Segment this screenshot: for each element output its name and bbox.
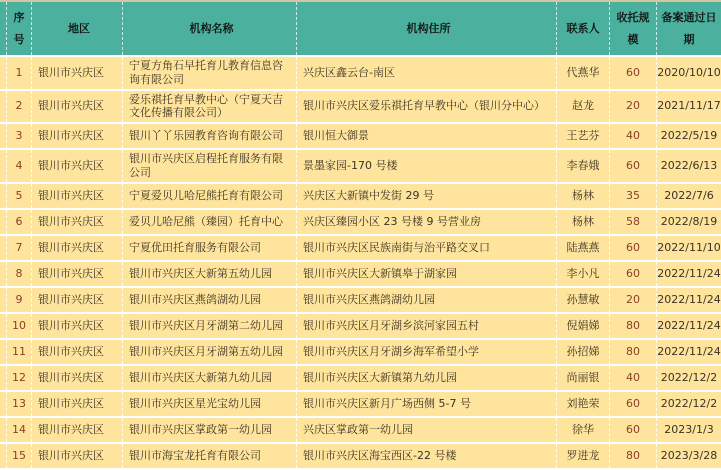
cell-name: 宁夏优田托育服务有限公司	[123, 236, 297, 260]
row-crop-cell	[0, 57, 7, 89]
cell-address: 银川市兴庆区爱乐祺托育早教中心（银川分中心）	[297, 91, 557, 123]
cell-capacity: 80	[610, 340, 657, 364]
table-row	[0, 392, 721, 418]
row-crop-cell	[0, 124, 7, 148]
cell-date: 2022/7/6	[664, 188, 714, 202]
cell-date: 2022/11/10	[657, 240, 721, 254]
header-cell-contact: 联系人	[557, 2, 610, 55]
cell-no: 13	[7, 392, 32, 416]
cell-contact: 陆燕燕	[557, 236, 610, 260]
cell-no: 2	[7, 91, 32, 123]
row-crop-cell	[0, 210, 7, 234]
cell-date: 2022/8/19	[660, 214, 718, 228]
header-crop-cell	[0, 2, 7, 55]
cell-region: 银川市兴庆区	[32, 184, 123, 208]
header-cell-capacity: 收托规模	[610, 2, 657, 55]
cell-contact: 王艺芬	[557, 124, 610, 148]
cell-capacity: 20	[610, 91, 657, 123]
cell-address: 银川市兴庆区民族南街与治平路交叉口	[297, 236, 557, 260]
cell-capacity: 40	[610, 124, 657, 148]
cell-name: 银川市兴庆区掌政第一幼儿园	[123, 418, 297, 442]
table-row	[0, 91, 721, 125]
row-crop-cell	[0, 91, 7, 123]
cell-region: 银川市兴庆区	[32, 150, 123, 182]
header-cell-name: 机构名称	[123, 2, 297, 55]
cell-date: 2020/10/10	[657, 65, 721, 79]
cell-name: 银川市兴庆区月牙湖第二幼儿园	[123, 314, 297, 338]
header-cell-region: 地区	[32, 2, 123, 55]
cell-no: 8	[7, 262, 32, 286]
cell-address: 兴庆区臻园小区 23 号楼 9 号营业房	[297, 210, 557, 234]
cell-region: 银川市兴庆区	[32, 210, 123, 234]
row-crop-cell	[0, 236, 7, 260]
cell-address: 银川市兴庆区新月广场西侧 5-7 号	[297, 392, 557, 416]
cell-date: 2022/11/24	[657, 318, 721, 332]
table-header-row	[0, 2, 721, 57]
header-cell-address: 机构住所	[297, 2, 557, 55]
cell-no: 9	[7, 288, 32, 312]
cell-capacity: 58	[610, 210, 657, 234]
cell-name: 银川市兴庆区星光宝幼儿园	[123, 392, 297, 416]
table-row	[0, 150, 721, 184]
cell-no: 3	[7, 124, 32, 148]
row-crop-cell	[0, 392, 7, 416]
cell-capacity: 60	[610, 236, 657, 260]
cell-no: 5	[7, 184, 32, 208]
cell-name: 银川市兴庆区大新第九幼儿园	[123, 366, 297, 390]
row-crop-cell	[0, 288, 7, 312]
cell-no: 7	[7, 236, 32, 260]
table-row	[0, 288, 721, 314]
cell-date: 2022/11/24	[657, 344, 721, 358]
cell-date: 2022/12/2	[660, 370, 718, 384]
cell-contact: 孙招娣	[557, 340, 610, 364]
cell-address: 兴庆区大新镇中发街 29 号	[297, 184, 557, 208]
cell-capacity: 20	[610, 288, 657, 312]
row-crop-cell	[0, 150, 7, 182]
cell-name: 爱贝儿哈尼熊（臻园）托育中心	[123, 210, 297, 234]
cell-no: 11	[7, 340, 32, 364]
cell-address: 银川恒大御景	[297, 124, 557, 148]
cell-region: 银川市兴庆区	[32, 91, 123, 123]
table-row	[0, 210, 721, 236]
cell-date: 2022/12/2	[660, 396, 718, 410]
cell-date: 2022/11/24	[657, 266, 721, 280]
table-body	[0, 57, 721, 470]
cell-region: 银川市兴庆区	[32, 262, 123, 286]
row-crop-cell	[0, 444, 7, 468]
cell-no: 15	[7, 444, 32, 468]
cell-name: 宁夏爱贝儿哈尼熊托育有限公司	[123, 184, 297, 208]
cell-region: 银川市兴庆区	[32, 366, 123, 390]
cell-name: 银川市海宝龙托育有限公司	[123, 444, 297, 468]
cell-name: 银川丫丫乐园教育咨询有限公司	[123, 124, 297, 148]
table-row	[0, 236, 721, 262]
cell-name: 银川市兴庆区月牙湖第五幼儿园	[123, 340, 297, 364]
cell-contact: 孙慧敏	[557, 288, 610, 312]
table-row	[0, 184, 721, 210]
header-cell-date: 备案通过日期	[661, 11, 717, 46]
cell-region: 银川市兴庆区	[32, 124, 123, 148]
cell-address: 银川市兴庆区海宝西区-22 号楼	[297, 444, 557, 468]
cell-address: 银川市兴庆区燕鸽湖幼儿园	[297, 288, 557, 312]
cell-capacity: 40	[610, 366, 657, 390]
row-crop-cell	[0, 418, 7, 442]
cell-region: 银川市兴庆区	[32, 236, 123, 260]
cell-date: 2022/5/19	[660, 129, 718, 143]
cell-region: 银川市兴庆区	[32, 392, 123, 416]
row-crop-cell	[0, 314, 7, 338]
cell-date: 2022/6/13	[660, 158, 718, 172]
cell-no: 10	[7, 314, 32, 338]
cell-contact: 代燕华	[557, 57, 610, 89]
cell-no: 6	[7, 210, 32, 234]
cell-no: 12	[7, 366, 32, 390]
cell-no: 14	[7, 418, 32, 442]
cell-date: 2022/11/24	[657, 292, 721, 306]
cell-address: 银川市兴庆区大新镇第九幼儿园	[297, 366, 557, 390]
cell-contact: 徐华	[557, 418, 610, 442]
cell-capacity: 60	[610, 418, 657, 442]
cell-no: 4	[7, 150, 32, 182]
cell-capacity: 80	[610, 314, 657, 338]
cell-name: 银川市兴庆区启程托育服务有限公司	[123, 150, 297, 182]
cell-capacity: 60	[610, 57, 657, 89]
cell-date: 2023/3/28	[660, 448, 718, 462]
cell-contact: 刘艳荣	[557, 392, 610, 416]
table-row	[0, 314, 721, 340]
cell-contact: 罗进龙	[557, 444, 610, 468]
table-row	[0, 418, 721, 444]
cell-address: 银川市兴庆区月牙湖乡滨河家园五村	[297, 314, 557, 338]
cell-contact: 杨林	[557, 210, 610, 234]
cell-contact: 倪娟娣	[557, 314, 610, 338]
cell-region: 银川市兴庆区	[32, 57, 123, 89]
cell-region: 银川市兴庆区	[32, 314, 123, 338]
row-crop-cell	[0, 366, 7, 390]
cell-capacity: 35	[610, 184, 657, 208]
cell-capacity: 60	[610, 392, 657, 416]
cell-contact: 赵龙	[557, 91, 610, 123]
cell-name: 宁夏方角石早托育儿教育信息咨询有限公司	[123, 57, 297, 89]
row-crop-cell	[0, 340, 7, 364]
cell-contact: 杨林	[557, 184, 610, 208]
cell-name: 爱乐祺托育早教中心（宁夏天吉文化传播有限公司）	[123, 91, 297, 123]
table-row	[0, 366, 721, 392]
cell-date: 2023/1/3	[664, 422, 714, 436]
cell-address: 兴庆区掌政第一幼儿园	[297, 418, 557, 442]
cell-address: 景墨家园-170 号楼	[297, 150, 557, 182]
table-row	[0, 444, 721, 470]
table-row	[0, 262, 721, 288]
header-cell-no: 序号	[7, 2, 32, 55]
cell-region: 银川市兴庆区	[32, 288, 123, 312]
cell-contact: 李春娥	[557, 150, 610, 182]
cell-region: 银川市兴庆区	[32, 444, 123, 468]
cell-address: 银川市兴庆区月牙湖乡海军希望小学	[297, 340, 557, 364]
table-row	[0, 124, 721, 150]
table-row	[0, 57, 721, 91]
cell-date: 2021/11/17	[657, 99, 721, 113]
cell-capacity: 60	[610, 150, 657, 182]
table-row	[0, 340, 721, 366]
cell-capacity: 60	[610, 262, 657, 286]
cell-region: 银川市兴庆区	[32, 340, 123, 364]
cell-address: 银川市兴庆区大新镇皋于湖家园	[297, 262, 557, 286]
cell-contact: 李小凡	[557, 262, 610, 286]
cell-address: 兴庆区鑫云台-南区	[297, 57, 557, 89]
cell-region: 银川市兴庆区	[32, 418, 123, 442]
cell-name: 银川市兴庆区燕鸽湖幼儿园	[123, 288, 297, 312]
row-crop-cell	[0, 262, 7, 286]
cell-name: 银川市兴庆区大新第五幼儿园	[123, 262, 297, 286]
cell-no: 1	[7, 57, 32, 89]
row-crop-cell	[0, 184, 7, 208]
cell-capacity: 80	[610, 444, 657, 468]
cell-contact: 尚丽银	[557, 366, 610, 390]
